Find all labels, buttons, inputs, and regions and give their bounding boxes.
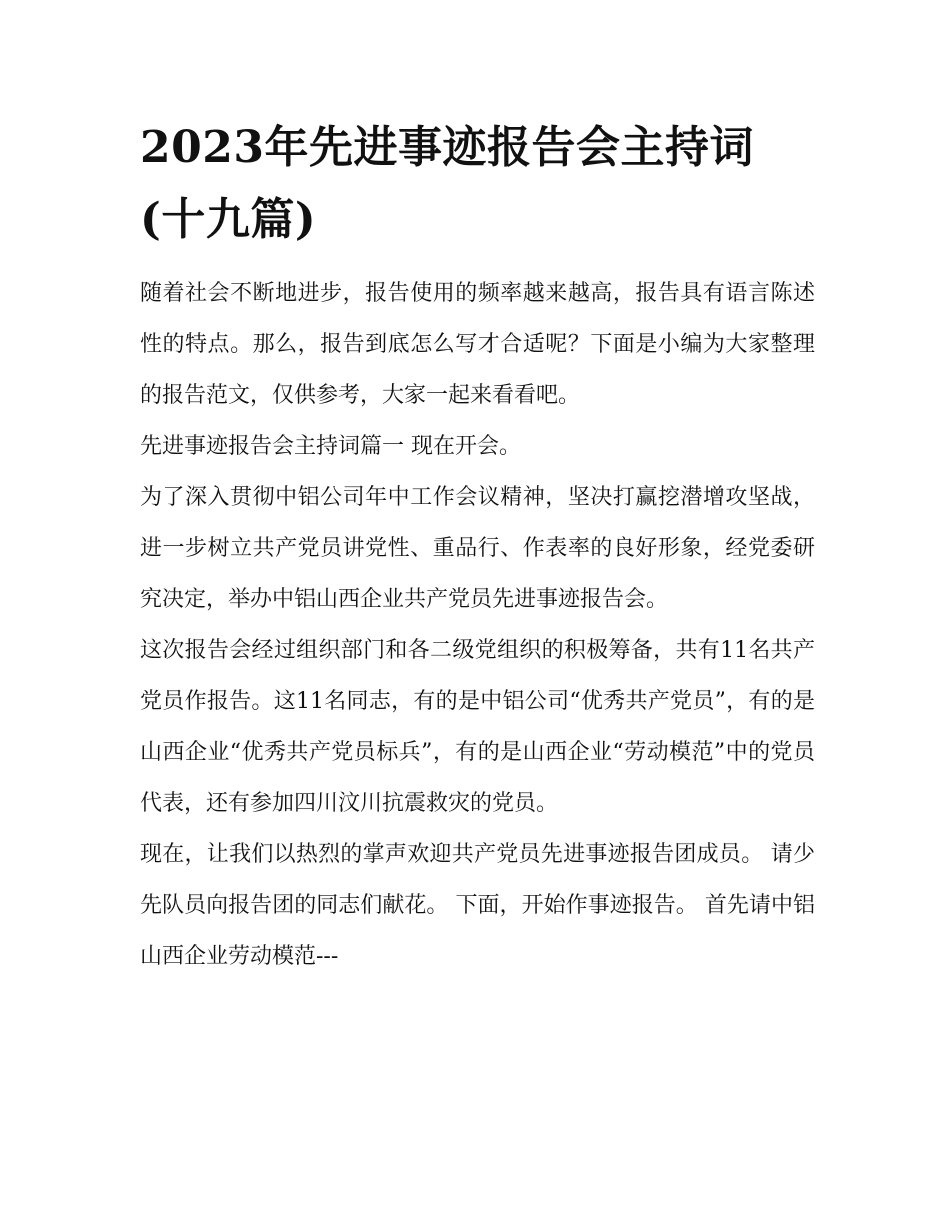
section-heading-paragraph: 先进事迹报告会主持词篇一 现在开会。	[140, 434, 521, 459]
body-paragraph: 这次报告会经过组织部门和各二级党组织的积极筹备，共有11名共产党员作报告。这11名同志，有的是中铝公司“优秀共产党员”，有的是山西企业“优秀共产党员标兵”，有的是山西企业“劳动模范”中的党员代表，还有参加四川汶川抗震救灾的党员。	[140, 638, 815, 816]
document-title: 2023年先进事迹报告会主持词(十九篇)	[140, 122, 754, 245]
document-page	[140, 112, 815, 982]
body-paragraph: 为了深入贯彻中铝公司年中工作会议精神，坚决打赢挖潜增攻坚战，进一步树立共产党员讲党性、重品行、作表率的良好形象，经党委研究决定，举办中铝山西企业共产党员先进事迹报告会。	[140, 485, 815, 612]
intro-paragraph: 随着社会不断地进步，报告使用的频率越来越高，报告具有语言陈述性的特点。那么，报告到底怎么写才合适呢？下面是小编为大家整理的报告范文，仅供参考，大家一起来看看吧。	[140, 281, 815, 408]
body-paragraph: 现在，让我们以热烈的掌声欢迎共产党员先进事迹报告团成员。 请少先队员向报告团的同志们献花。 下面，开始作事迹报告。 首先请中铝山西企业劳动模范---	[140, 842, 815, 969]
